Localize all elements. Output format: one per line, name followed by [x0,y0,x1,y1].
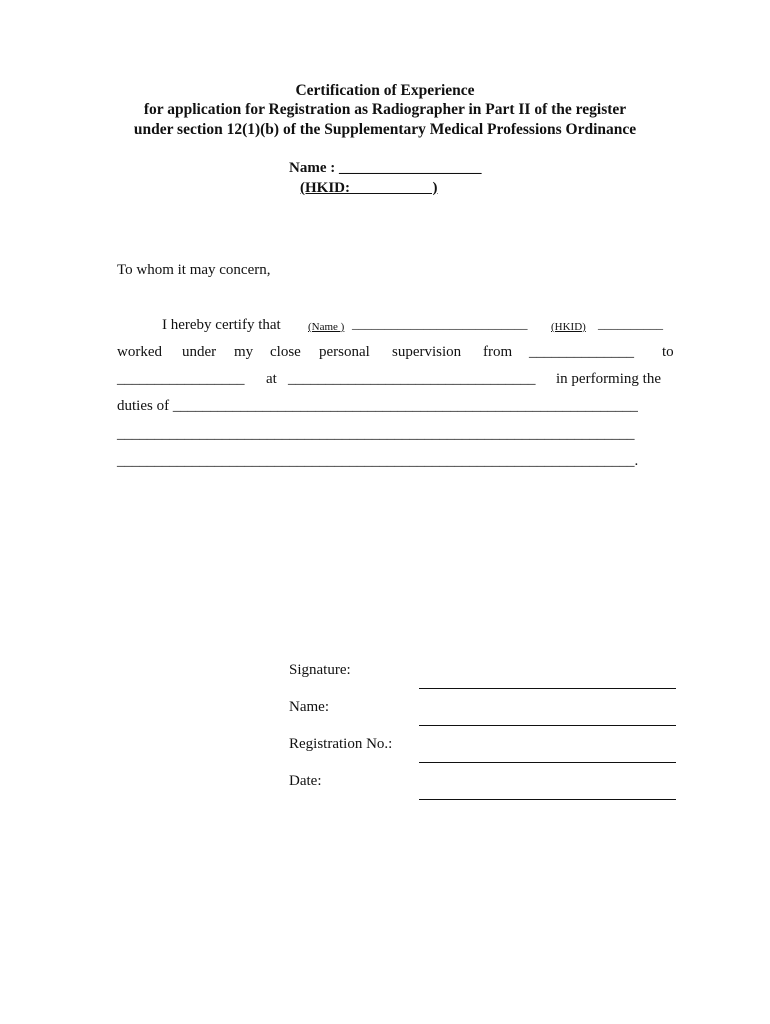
applicant-hkid-field[interactable]: (HKID: ) [300,180,438,196]
signature-label: Signature: [289,662,351,678]
document-subtitle-line1: for application for Registration as Radiographer in Part II of the register [143,101,627,118]
duties-line[interactable]: duties of ______________________________________________________________ [117,398,638,414]
line3-tail: in performing the [556,371,661,387]
line2-word: worked [117,344,162,360]
date-line[interactable] [419,799,676,800]
signer-name-line[interactable] [419,725,676,726]
document-subtitle-line2: under section 12(1)(b) of the Supplementary Medical Professions Ordinance [133,121,637,138]
name-hint: (Name ) [308,321,345,333]
hkid-hint: (HKID) [551,321,586,333]
line2-word: supervision [392,344,462,360]
from-date-blank[interactable]: ______________ [529,344,634,360]
line2-word: close [270,344,301,360]
line2-word: under [182,344,217,360]
date-label: Date: [289,773,322,789]
registration-label: Registration No.: [289,736,393,752]
applicant-name-field[interactable]: Name : ___________________ [289,160,482,176]
certify-name-blank[interactable]: ___________________________ [352,316,528,331]
salutation: To whom it may concern, [117,262,271,278]
duties-line[interactable]: _____________________________________________________________________. [117,453,639,469]
line2-word: my [234,344,254,360]
document-title: Certification of Experience [295,82,475,99]
certify-hkid-blank[interactable]: __________ [598,316,663,331]
to-date-blank[interactable]: _________________ [117,371,245,387]
registration-line[interactable] [419,762,676,763]
certify-prefix: I hereby certify that [162,317,281,333]
signer-name-label: Name: [289,699,329,715]
line3-at: at [266,371,277,387]
duties-line[interactable]: _____________________________________________________________________ [117,426,635,442]
line2-word: from [483,344,513,360]
line2-word: to [662,344,674,360]
line2-word: personal [319,344,370,360]
institution-blank[interactable]: _________________________________ [288,371,536,387]
signature-line[interactable] [419,688,676,689]
